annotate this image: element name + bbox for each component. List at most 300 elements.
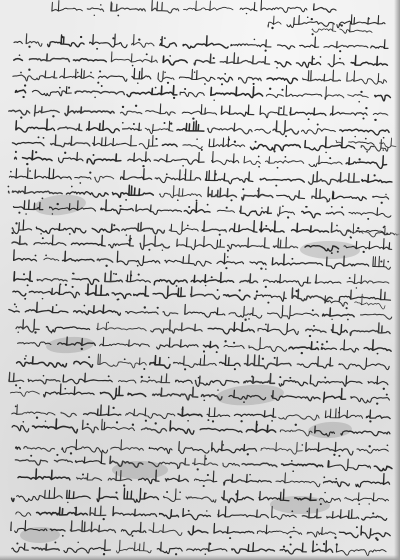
handwriting-word — [16, 447, 21, 449]
diacritic-dot — [265, 324, 267, 326]
diacritic-dot — [113, 224, 115, 226]
ink-smudge — [33, 192, 87, 217]
diacritic-dot — [137, 82, 138, 83]
handwriting-word — [188, 526, 208, 535]
diacritic-dot — [146, 53, 148, 55]
body-line — [13, 284, 391, 304]
handwriting-word — [224, 345, 244, 348]
handwriting-word — [296, 56, 320, 67]
handwriting-word — [90, 34, 128, 48]
diacritic-dot — [275, 185, 277, 187]
diacritic-dot — [291, 258, 293, 260]
diacritic-dot — [57, 203, 59, 205]
handwriting-word — [157, 542, 182, 553]
handwriting-word — [151, 320, 202, 333]
handwriting-word — [169, 222, 198, 235]
diacritic-dot — [142, 165, 144, 167]
handwriting-word — [240, 274, 258, 283]
handwriting-word — [361, 314, 392, 319]
handwriting-word — [326, 212, 344, 215]
handwriting-word — [75, 91, 124, 95]
handwriting-word — [18, 469, 70, 480]
body-line — [15, 84, 390, 102]
diacritic-dot — [72, 273, 74, 275]
handwriting-word — [97, 323, 147, 331]
handwriting-word — [33, 419, 78, 433]
handwriting-word — [102, 419, 135, 430]
handwriting-word — [16, 319, 39, 332]
diacritic-dot — [61, 36, 63, 38]
diacritic-dot — [363, 251, 365, 253]
handwriting-word — [63, 251, 95, 261]
handwriting-word — [280, 430, 312, 436]
handwriting-word — [176, 380, 193, 383]
diacritic-dot — [323, 476, 325, 478]
handwriting-word — [362, 175, 392, 183]
handwriting-word — [208, 123, 253, 134]
body-line — [16, 506, 387, 520]
handwriting-word — [179, 69, 215, 81]
diacritic-dot — [281, 89, 283, 91]
diacritic-dot — [309, 335, 311, 337]
handwriting-word — [98, 76, 127, 81]
diacritic-dot — [168, 357, 170, 359]
handwriting-word — [62, 440, 108, 453]
diacritic-dot — [251, 376, 253, 378]
handwriting-word — [100, 337, 150, 346]
diacritic-dot — [374, 119, 376, 121]
body-line — [10, 384, 389, 405]
handwriting-word — [46, 327, 89, 332]
ink-smudge — [215, 382, 284, 407]
diacritic-dot — [182, 408, 184, 410]
handwriting-word — [127, 86, 177, 97]
handwriting-word — [373, 256, 391, 269]
body-line — [11, 521, 391, 541]
handwriting-word — [87, 121, 120, 133]
body-line — [17, 354, 390, 370]
diacritic-dot — [316, 341, 318, 343]
diacritic-dot — [30, 455, 32, 457]
handwriting-word — [217, 253, 244, 264]
handwriting-word — [9, 168, 32, 178]
diacritic-dot — [18, 212, 20, 214]
handwriting-word — [157, 338, 199, 349]
handwriting-word — [280, 543, 306, 554]
diacritic-dot — [59, 87, 61, 89]
diacritic-dot — [28, 46, 30, 48]
handwriting-word — [126, 311, 159, 314]
diacritic-dot — [52, 115, 54, 117]
diacritic-dot — [383, 388, 385, 390]
diacritic-dot — [24, 298, 26, 300]
handwriting-word — [179, 442, 209, 454]
handwriting-word — [98, 354, 147, 368]
handwriting-word — [373, 196, 389, 199]
handwriting-word — [113, 185, 154, 197]
diacritic-dot — [295, 424, 297, 426]
handwriting-word — [12, 236, 27, 245]
header-line — [52, 0, 336, 16]
diacritic-dot — [34, 331, 36, 333]
handwriting-word — [70, 521, 115, 533]
diacritic-dot — [15, 151, 17, 153]
handwriting-word — [11, 522, 12, 531]
diacritic-dot — [376, 539, 378, 541]
diacritic-dot — [227, 256, 229, 258]
diacritic-dot — [215, 173, 217, 175]
diacritic-dot — [203, 399, 205, 401]
diacritic-dot — [207, 474, 209, 476]
diacritic-dot — [387, 444, 389, 446]
handwriting-word — [340, 23, 372, 33]
handwriting-word — [349, 142, 375, 145]
handwriting-word — [111, 2, 146, 11]
header-handwriting — [52, 0, 385, 29]
handwriting-word — [273, 237, 297, 248]
handwriting-word — [18, 342, 51, 346]
handwriting-word — [336, 140, 342, 143]
diacritic-dot — [45, 255, 47, 257]
handwriting-word — [312, 541, 332, 552]
body-line — [9, 372, 388, 390]
diacritic-dot — [212, 420, 214, 422]
handwriting-word — [350, 323, 390, 336]
diacritic-dot — [23, 273, 25, 275]
handwriting-word — [124, 488, 159, 502]
marginal-note — [312, 23, 372, 35]
handwriting-word — [185, 304, 225, 317]
diacritic-dot — [269, 88, 271, 90]
diacritic-dot — [42, 298, 44, 300]
diacritic-dot — [148, 249, 150, 251]
diacritic-dot — [74, 507, 75, 508]
handwriting-word — [258, 324, 298, 335]
handwriting-word — [136, 205, 182, 215]
diacritic-dot — [317, 124, 319, 126]
body-line — [13, 68, 387, 85]
handwriting-word — [240, 206, 272, 216]
diacritic-dot — [356, 526, 358, 528]
diacritic-dot — [283, 545, 285, 547]
handwriting-word — [117, 251, 160, 265]
handwriting-word — [302, 211, 321, 217]
diacritic-dot — [311, 18, 313, 20]
diacritic-dot — [77, 72, 79, 74]
diacritic-dot — [201, 149, 203, 151]
diacritic-dot — [115, 492, 117, 494]
diacritic-dot — [138, 274, 140, 276]
diacritic-dot — [197, 468, 199, 470]
handwriting-word — [303, 70, 341, 81]
handwriting-word — [312, 189, 330, 202]
diacritic-dot — [117, 15, 119, 17]
handwriting-word — [35, 168, 71, 179]
handwriting-word — [63, 373, 112, 384]
handwriting-word — [351, 56, 387, 66]
diacritic-dot — [240, 420, 242, 422]
diacritic-dot — [116, 421, 118, 423]
handwriting-word — [257, 525, 301, 534]
handwriting-word — [347, 71, 387, 84]
handwriting-word — [306, 442, 353, 455]
handwriting-word — [109, 236, 134, 248]
handwriting-word — [268, 16, 281, 27]
diacritic-dot — [124, 358, 126, 360]
handwriting-word — [242, 188, 273, 200]
handwriting-word — [111, 52, 157, 63]
diacritic-dot — [307, 511, 309, 513]
diacritic-dot — [15, 222, 17, 224]
handwriting-word — [26, 34, 42, 46]
diacritic-dot — [105, 265, 107, 267]
ink-smudge — [300, 241, 360, 260]
handwriting-word — [177, 236, 225, 249]
diacritic-dot — [135, 105, 137, 107]
handwriting-word — [261, 0, 307, 12]
diacritic-dot — [239, 289, 241, 291]
diacritic-dot — [76, 432, 78, 434]
handwriting-word — [351, 397, 390, 403]
handwriting-word — [362, 516, 387, 520]
handwriting-word — [208, 187, 237, 197]
handwriting-word — [12, 142, 44, 145]
handwriting-word — [177, 121, 204, 131]
diacritic-dot — [164, 72, 166, 74]
handwriting-word — [12, 426, 29, 432]
handwriting-word — [132, 68, 151, 79]
diacritic-dot — [290, 536, 292, 538]
handwriting-word — [36, 224, 86, 234]
diacritic-dot — [93, 154, 95, 156]
body-line — [9, 104, 388, 121]
diacritic-dot — [187, 420, 189, 422]
handwriting-word — [113, 507, 157, 517]
diacritic-dot — [117, 298, 119, 300]
body-line — [12, 135, 388, 153]
handwriting-word — [15, 90, 25, 93]
diacritic-dot — [323, 543, 325, 545]
diacritic-dot — [160, 39, 161, 40]
handwriting-word — [182, 105, 216, 115]
handwriting-word — [260, 221, 284, 232]
handwriting-word — [224, 295, 250, 300]
diacritic-dot — [217, 389, 218, 390]
handwriting-word — [150, 356, 170, 369]
diacritic-dot — [337, 251, 339, 253]
diacritic-dot — [271, 27, 273, 29]
body-line — [14, 34, 388, 52]
diacritic-dot — [380, 260, 382, 262]
diacritic-dot — [233, 342, 235, 344]
diacritic-dot — [276, 67, 278, 69]
diacritic-dot — [94, 97, 96, 99]
handwriting-word — [112, 293, 131, 299]
diacritic-dot — [103, 518, 105, 520]
diacritic-dot — [196, 138, 198, 140]
diacritic-dot — [302, 444, 304, 446]
handwriting-word — [314, 4, 337, 12]
handwriting-word — [82, 420, 98, 433]
diacritic-dot — [292, 470, 294, 472]
diacritic-dot — [82, 473, 84, 475]
handwriting-word — [64, 540, 111, 553]
diacritic-dot — [256, 290, 258, 292]
body-line — [14, 52, 388, 69]
handwriting-word — [260, 178, 304, 182]
diacritic-dot — [333, 454, 335, 456]
diacritic-dot — [176, 285, 178, 287]
handwriting-word — [97, 259, 113, 262]
handwriting-word — [356, 230, 391, 234]
diacritic-dot — [23, 421, 25, 423]
handwriting-word — [128, 152, 151, 162]
handwriting-word — [165, 475, 188, 481]
diacritic-dot — [312, 33, 314, 35]
handwriting-word — [331, 223, 351, 236]
handwriting-word — [95, 176, 114, 182]
diacritic-dot — [253, 83, 255, 85]
diacritic-dot — [77, 542, 78, 543]
handwriting-word — [97, 488, 118, 502]
handwriting-word — [9, 372, 24, 381]
diacritic-dot — [224, 340, 226, 342]
diacritic-dot — [29, 170, 31, 172]
diacritic-dot — [213, 57, 215, 59]
handwriting-word — [300, 37, 319, 47]
diacritic-dot — [170, 122, 172, 124]
handwriting-word — [234, 409, 275, 418]
diacritic-dot — [188, 206, 190, 208]
diacritic-dot — [19, 387, 21, 389]
handwriting-word — [14, 59, 23, 61]
handwriting-word — [244, 355, 291, 369]
diacritic-dot — [166, 491, 168, 493]
handwriting-word — [170, 421, 194, 434]
diacritic-dot — [226, 207, 228, 209]
handwriting-word — [340, 129, 389, 135]
diacritic-dot — [221, 83, 223, 85]
handwriting-word — [93, 135, 137, 146]
diacritic-dot — [358, 158, 360, 160]
handwriting-word — [323, 308, 355, 317]
handwriting-word — [194, 471, 216, 482]
diacritic-dot — [173, 97, 175, 99]
body-line — [12, 405, 390, 423]
handwriting-word — [34, 105, 59, 116]
handwriting-word — [54, 460, 72, 463]
diacritic-dot — [11, 232, 13, 234]
handwriting-word — [309, 172, 360, 185]
handwriting-word — [371, 40, 388, 49]
handwriting-word — [282, 464, 323, 467]
handwriting-word — [165, 255, 211, 267]
handwriting-word — [126, 408, 175, 419]
handwriting-word — [214, 524, 254, 534]
handwriting-word — [229, 306, 262, 318]
smudge-layer — [20, 192, 360, 543]
handwriting-word — [348, 95, 368, 98]
handwriting-word — [368, 376, 388, 385]
handwriting-word — [145, 121, 173, 134]
diacritic-dot — [307, 17, 309, 19]
handwriting-word — [75, 177, 91, 180]
diacritic-dot — [357, 227, 359, 229]
diacritic-dot — [67, 502, 69, 504]
diacritic-dot — [62, 535, 64, 537]
diacritic-dot — [341, 24, 343, 26]
diacritic-dot — [381, 202, 383, 204]
diacritic-dot — [279, 376, 281, 378]
diacritic-dot — [145, 493, 147, 495]
handwriting-word — [347, 274, 389, 283]
handwriting-word — [286, 85, 322, 96]
handwriting-word — [111, 440, 144, 450]
handwriting-word — [276, 473, 320, 487]
handwriting-word — [364, 340, 391, 351]
diacritic-dot — [271, 420, 273, 422]
diacritic-dot — [274, 357, 276, 359]
handwriting-word — [325, 87, 344, 100]
diacritic-dot — [265, 268, 267, 270]
handwriting-word — [261, 442, 302, 454]
diacritic-dot — [69, 233, 71, 235]
diacritic-dot — [24, 84, 26, 86]
handwriting-word — [87, 154, 121, 164]
diacritic-dot — [42, 198, 44, 200]
diacritic-dot — [291, 460, 293, 462]
handwriting-word — [153, 286, 185, 298]
diacritic-dot — [368, 18, 370, 20]
diacritic-dot — [94, 15, 95, 16]
handwriting-word — [211, 87, 263, 98]
handwriting-word — [302, 129, 336, 134]
handwriting-word — [90, 506, 106, 515]
handwriting-word — [249, 338, 287, 352]
handwriting-word — [240, 2, 257, 11]
diacritic-dot — [133, 123, 135, 125]
handwriting-word — [163, 56, 187, 65]
handwriting-word — [10, 391, 39, 396]
diacritic-dot — [305, 206, 307, 208]
handwriting-word — [328, 55, 344, 67]
diacritic-dot — [217, 289, 219, 291]
diacritic-dot — [10, 171, 12, 173]
diacritic-dot — [338, 455, 340, 457]
diacritic-dot — [260, 267, 262, 269]
diacritic-dot — [235, 493, 237, 495]
diacritic-dot — [43, 137, 45, 139]
diacritic-dot — [383, 149, 384, 150]
diacritic-dot — [265, 50, 267, 52]
diacritic-dot — [64, 152, 66, 154]
handwriting-word — [52, 1, 83, 12]
handwriting-word — [327, 509, 359, 518]
handwriting-word — [187, 543, 227, 551]
diacritic-dot — [71, 186, 73, 188]
handwriting-word — [339, 532, 358, 538]
handwriting-word — [309, 156, 342, 167]
diacritic-dot — [313, 58, 315, 60]
diacritic-dot — [234, 368, 236, 370]
diacritic-dot — [326, 341, 328, 343]
handwriting-word — [100, 386, 123, 399]
handwriting-word — [307, 527, 336, 537]
handwriting-word — [44, 258, 59, 261]
diacritic-dot — [56, 304, 58, 306]
diacritic-dot — [320, 503, 322, 505]
diacritic-dot — [227, 250, 229, 252]
